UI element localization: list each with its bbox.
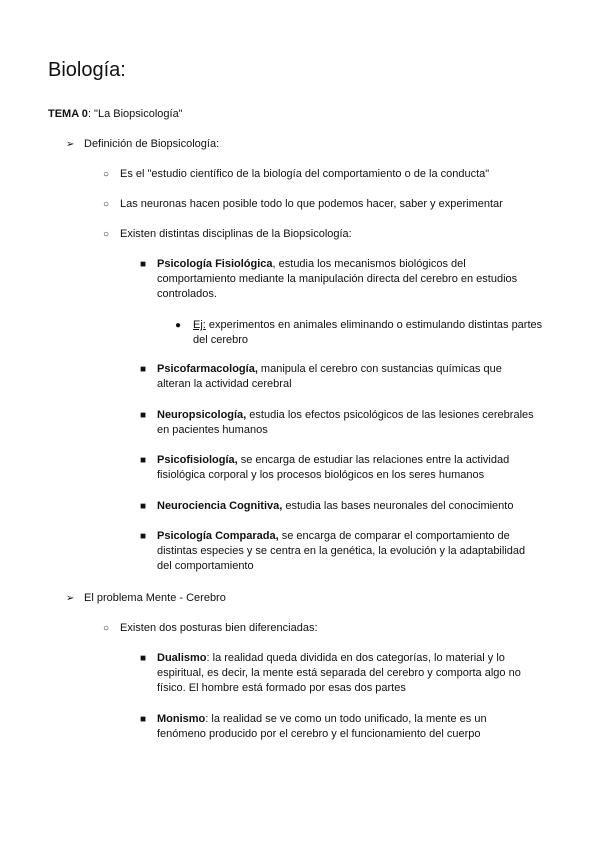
circle-bullet-icon: ○ — [103, 199, 110, 210]
arrow-bullet-icon: ➢ — [66, 593, 75, 604]
discipline-name: Psicofarmacología, — [157, 363, 258, 375]
discipline-description: estudia las bases neuronales del conocimiento — [282, 500, 514, 512]
discipline-name: Neurociencia Cognitiva, — [157, 500, 283, 512]
topic-heading — [48, 107, 183, 121]
topic-value: "La Biopsicología" — [91, 108, 183, 120]
discipline-description: se encarga de estudiar las relaciones entre la actividad fisiológica corporal y los procesos biológicos en los seres humanos — [157, 454, 510, 481]
arrow-bullet-icon: ➢ — [66, 139, 75, 150]
discipline-name: Psicología Comparada, — [157, 530, 279, 542]
posture-description: : la realidad queda dividida en dos categorías, lo material y lo espiritual, es decir, la mente está separada del cerebro y comporta algo no físico. El hombre está formado por esas dos partes — [157, 652, 521, 694]
list-item: Es el "estudio científico de la biología del comportamiento o de la conducta" — [120, 168, 490, 180]
square-bullet-icon: ■ — [140, 653, 147, 664]
discipline-description: se encarga de comparar el comportamiento de distintas especies y se centra en la genética, la evolución y la adaptabilidad del comportamiento — [157, 530, 526, 572]
posture-item — [157, 712, 537, 742]
discipline-item — [157, 453, 537, 483]
example-text: experimentos en animales eliminando o estimulando distintas partes del cerebro — [193, 319, 543, 346]
discipline-item — [157, 408, 547, 438]
discipline-name: Psicología Fisiológica — [157, 258, 273, 270]
square-bullet-icon: ■ — [140, 501, 147, 512]
discipline-name: Neuropsicología, — [157, 409, 247, 421]
square-bullet-icon: ■ — [140, 259, 147, 270]
section-heading-definition: Definición de Biopsicología: — [84, 138, 220, 150]
example-label: Ej: — [193, 319, 206, 331]
section-heading-mind-brain: El problema Mente - Cerebro — [84, 592, 226, 604]
example-item — [193, 318, 543, 348]
discipline-description: manipula el cerebro con sustancias químicas que alteran la actividad cerebral — [157, 363, 502, 390]
discipline-description: estudia los efectos psicológicos de las lesiones cerebrales en pacientes humanos — [157, 409, 534, 436]
circle-bullet-icon: ○ — [103, 169, 110, 180]
page-title: Biología: — [48, 59, 126, 81]
square-bullet-icon: ■ — [140, 455, 147, 466]
discipline-item — [157, 499, 557, 514]
discipline-item — [157, 529, 537, 574]
circle-bullet-icon: ○ — [103, 623, 110, 634]
list-item: Las neuronas hacen posible todo lo que podemos hacer, saber y experimentar — [120, 198, 503, 210]
topic-separator: : — [87, 108, 91, 120]
discipline-item — [157, 362, 537, 392]
square-bullet-icon: ■ — [140, 364, 147, 375]
posture-name: Dualismo — [157, 652, 207, 664]
list-item: Existen dos posturas bien diferenciadas: — [120, 622, 318, 634]
discipline-name: Psicofisiología, — [157, 454, 238, 466]
topic-label: TEMA 0 — [48, 108, 88, 120]
posture-name: Monismo — [157, 713, 206, 725]
square-bullet-icon: ■ — [140, 531, 147, 542]
square-bullet-icon: ■ — [140, 410, 147, 421]
posture-item — [157, 651, 537, 696]
posture-description: : la realidad se ve como un todo unificado, la mente es un fenómeno producido por el cerebro y el funcionamiento del cuerpo — [157, 713, 487, 740]
circle-bullet-icon: ○ — [103, 229, 110, 240]
discipline-description: , estudia los mecanismos biológicos del comportamiento mediante la manipulación directa del cerebro en estudios controlados. — [157, 258, 518, 300]
square-bullet-icon: ■ — [140, 714, 147, 725]
discipline-item — [157, 257, 537, 302]
list-item: Existen distintas disciplinas de la Biopsicología: — [120, 228, 352, 240]
dot-bullet-icon: ● — [175, 320, 182, 331]
